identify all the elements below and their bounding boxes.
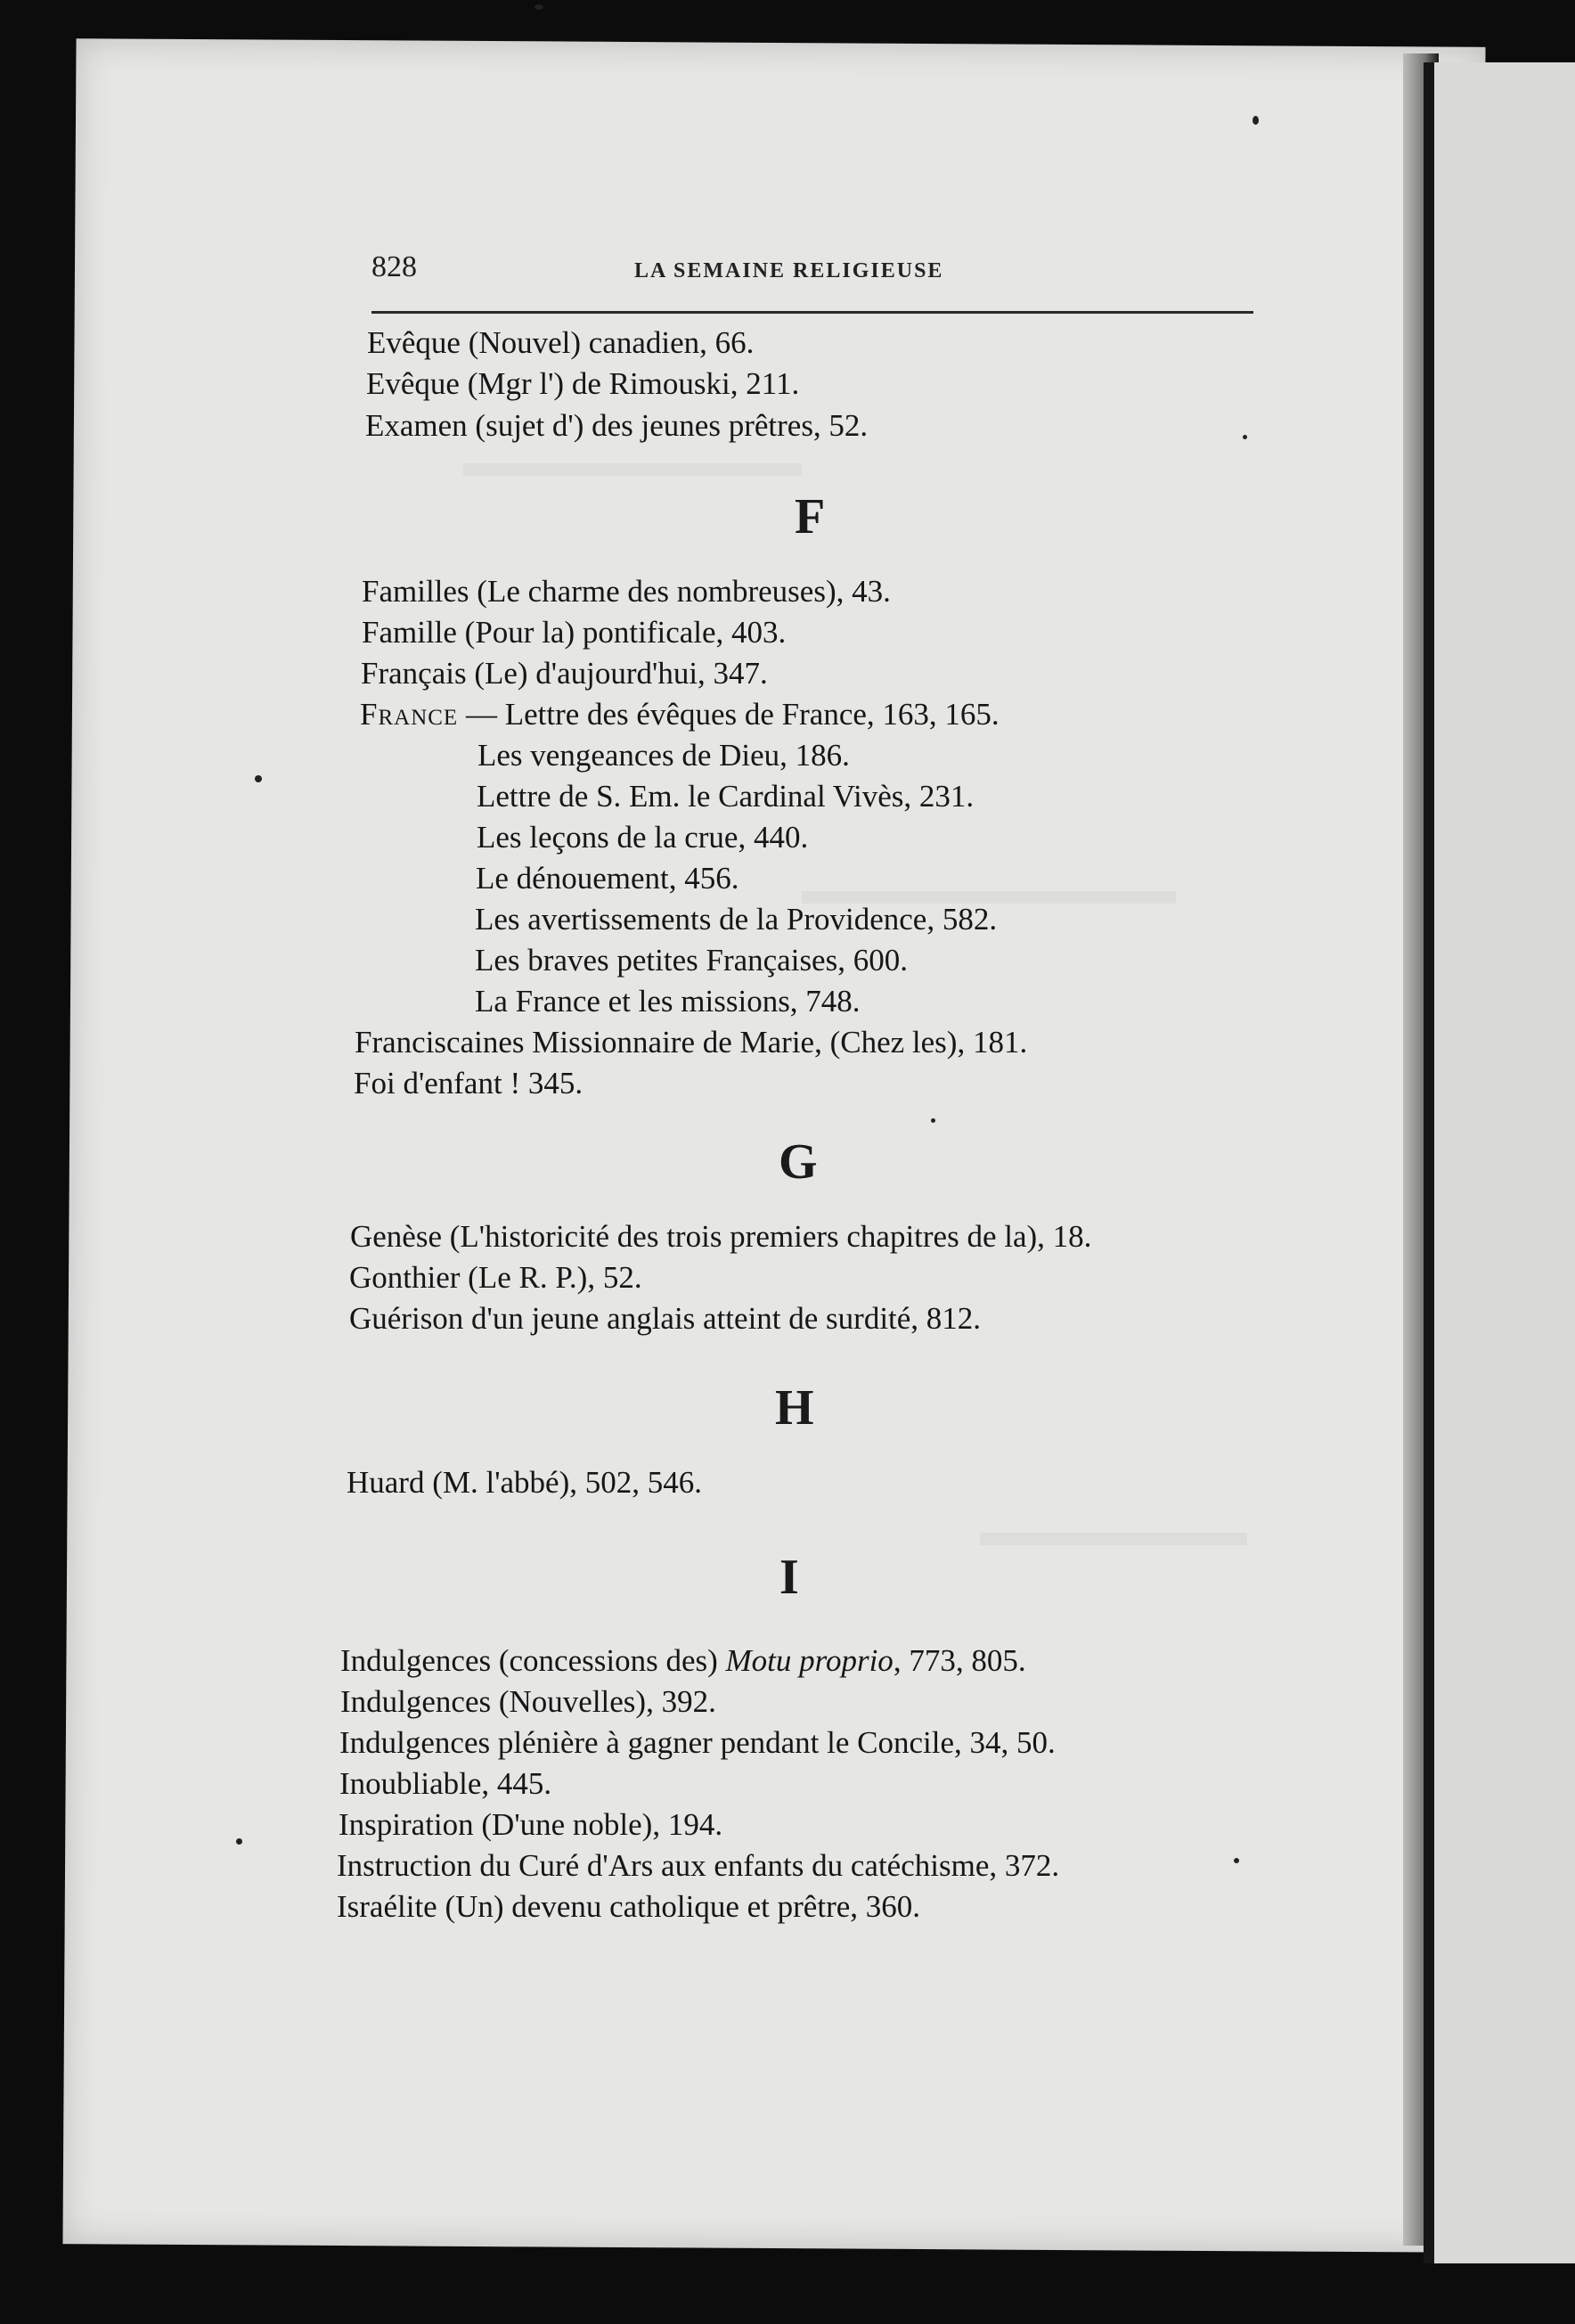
dust-speck [236, 1838, 242, 1845]
index-entry: Instruction du Curé d'Ars aux enfants du catéchisme, 372. [337, 1848, 1060, 1883]
index-entry: Evêque (Nouvel) canadien, 66. [367, 325, 755, 360]
section-letter-i: I [779, 1550, 799, 1605]
bleed-through [463, 463, 802, 476]
section-letter-g: G [779, 1134, 818, 1190]
page-header [371, 247, 1253, 291]
index-subentry: La France et les missions, 748. [475, 984, 861, 1019]
index-subentry: Les vengeances de Dieu, 186. [477, 738, 850, 773]
index-subentry: Lettre de S. Em. le Cardinal Vivès, 231. [477, 779, 975, 814]
index-entry: Genèse (L'historicité des trois premiers chapitres de la), 18. [350, 1219, 1092, 1254]
index-entry: Evêque (Mgr l') de Rimouski, 211. [366, 366, 800, 401]
index-entry: Familles (Le charme des nombreuses), 43. [362, 574, 891, 609]
running-title: LA SEMAINE RELIGIEUSE [634, 259, 944, 282]
index-entry: Examen (sujet d') des jeunes prêtres, 52. [365, 408, 869, 443]
index-subentry: Les braves petites Françaises, 600. [475, 943, 908, 978]
index-entry: Franciscaines Missionnaire de Marie, (Chez les), 181. [355, 1025, 1028, 1060]
indulgences-pages: , 773, 805. [893, 1643, 1026, 1678]
dust-speck [1234, 1858, 1239, 1863]
page-number: 828 [371, 250, 417, 283]
index-entry: Israélite (Un) devenu catholique et prêtre, 360. [337, 1889, 921, 1924]
section-letter-f: F [795, 489, 826, 544]
index-entry: Gonthier (Le R. P.), 52. [349, 1260, 642, 1295]
index-entry: Guérison d'un jeune anglais atteint de surdité, 812. [349, 1301, 982, 1336]
dust-speck [1253, 116, 1259, 125]
motu-proprio: Motu proprio [725, 1643, 894, 1678]
dust-speck [931, 1118, 935, 1123]
index-entry: Famille (Pour la) pontificale, 403. [362, 615, 787, 650]
index-entry: Indulgences (Nouvelles), 392. [340, 1684, 716, 1719]
index-entry: Indulgences plénière à gagner pendant le Concile, 34, 50. [339, 1725, 1056, 1760]
index-subentry: Les leçons de la crue, 440. [477, 820, 809, 855]
index-subentry: Les avertissements de la Providence, 582. [475, 902, 998, 937]
index-entry [340, 1643, 1026, 1679]
index-entry: Inoubliable, 445. [339, 1766, 552, 1801]
index-entry-france [360, 697, 1000, 732]
header-rule [371, 311, 1253, 314]
dust-speck [535, 4, 543, 10]
france-first: Lettre des évêques de France, 163, 165. [504, 697, 1000, 732]
facing-page-edge [1434, 62, 1575, 2263]
index-entry: Inspiration (D'une noble), 194. [339, 1807, 723, 1842]
index-entry: Huard (M. l'abbé), 502, 546. [347, 1465, 702, 1500]
bleed-through [980, 1533, 1247, 1545]
section-letter-h: H [775, 1380, 814, 1436]
france-heading: France [360, 697, 459, 732]
indulgences-text: Indulgences (concessions des) [340, 1643, 726, 1678]
france-dash: — [458, 697, 505, 732]
index-entry: Français (Le) d'aujourd'hui, 347. [361, 656, 768, 691]
dust-speck [1243, 435, 1247, 439]
index-subentry: Le dénouement, 456. [476, 861, 739, 896]
dust-speck [255, 775, 262, 782]
index-entry: Foi d'enfant ! 345. [354, 1066, 583, 1101]
